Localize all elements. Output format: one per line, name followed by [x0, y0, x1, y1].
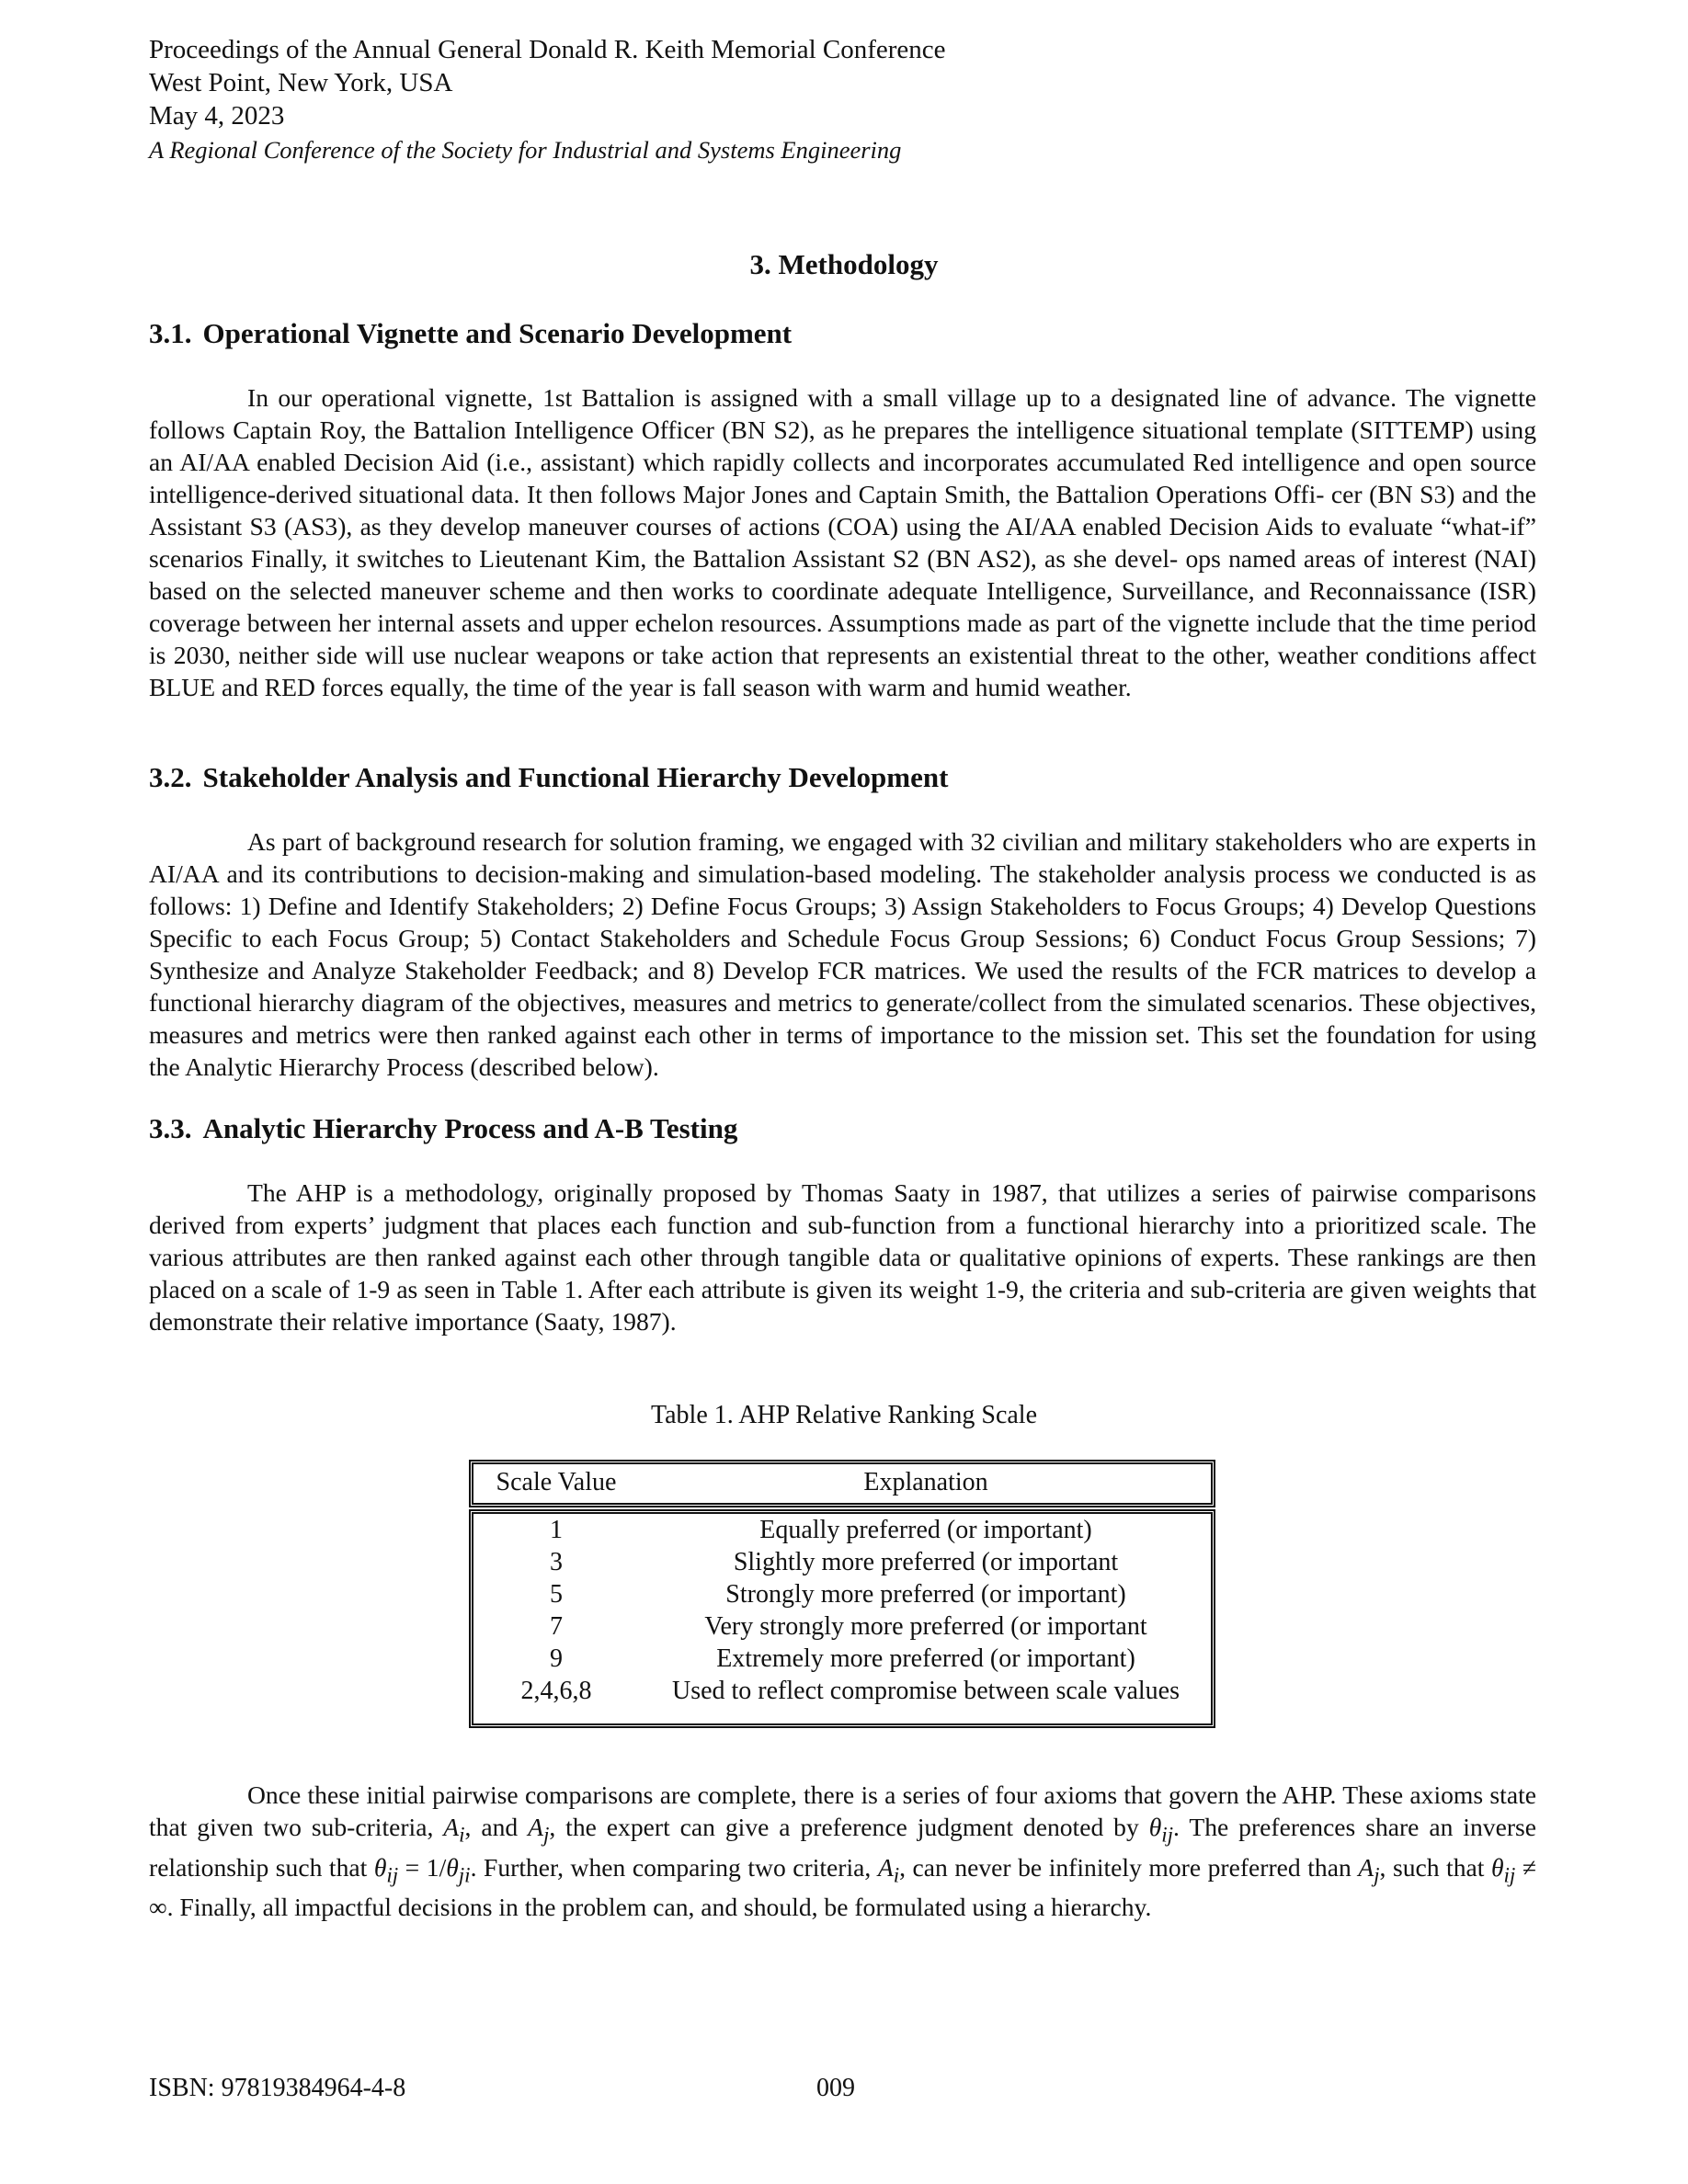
table-row	[473, 1514, 1211, 1546]
symbol-theta: θ	[1490, 1852, 1504, 1882]
axioms-text: , the expert can give a preference judgment denoted by	[549, 1813, 1149, 1841]
cell-scale-value: 3	[550, 1548, 563, 1576]
subsection-title: Stakeholder Analysis and Functional Hierarchy Development	[202, 761, 949, 793]
subsection-heading-3-2	[149, 759, 1537, 796]
symbol-a-j: A	[528, 1813, 543, 1841]
table-row	[473, 1675, 1211, 1707]
axioms-text: . The preferences share an inverse relationship such that	[149, 1813, 1536, 1882]
table-row	[473, 1643, 1211, 1675]
subscript-i: i	[459, 1823, 465, 1847]
cell-explanation: Slightly more preferred (or important	[733, 1548, 1119, 1576]
proceedings-header	[149, 33, 1528, 166]
cell-explanation: Very strongly more preferred (or important	[704, 1612, 1147, 1641]
subscript-ij: ij	[386, 1863, 399, 1887]
subscript-ij: ij	[1161, 1823, 1174, 1847]
axioms-text: , can never be infinitely more preferred than	[899, 1852, 1359, 1882]
symbol-a-i: A	[443, 1813, 460, 1841]
subsection-number: 3.1.	[149, 317, 192, 349]
subsection-title: Operational Vignette and Scenario Development	[202, 317, 793, 349]
axioms-text: , such that	[1379, 1852, 1491, 1882]
cell-explanation: Strongly more preferred (or important)	[725, 1580, 1126, 1609]
cell-explanation: Used to reflect compromise between scale values	[671, 1677, 1180, 1705]
symbol-theta: θ	[373, 1852, 387, 1882]
subscript-ji: ji	[458, 1863, 471, 1887]
axioms-text: , and	[464, 1813, 529, 1841]
footer-isbn: ISBN: 97819384964-4-8	[149, 2074, 406, 2102]
axioms-text: Once these initial pairwise comparisons are complete, there is a series of four axioms that govern the AHP. These axioms state that given two sub-criteria,	[149, 1780, 1536, 1841]
paragraph-ahp-axioms	[149, 1779, 1536, 1923]
symbol-a-j: A	[1358, 1852, 1374, 1882]
ahp-ranking-table	[469, 1460, 1215, 1728]
axioms-text: . Further, when comparing two criteria,	[470, 1852, 878, 1882]
footer-page-number: 009	[816, 2074, 855, 2102]
subsection-number: 3.3.	[149, 1112, 192, 1144]
header-society-line: A Regional Conference of the Society for Industrial and Systems Engineering	[149, 136, 902, 164]
symbol-a-i: A	[877, 1852, 894, 1882]
table-row	[473, 1610, 1211, 1643]
subscript-ij: ij	[1503, 1863, 1516, 1887]
column-header-scale-value: Scale Value	[496, 1468, 617, 1496]
table-caption: Table 1. AHP Relative Ranking Scale	[650, 1401, 1038, 1429]
cell-scale-value: 2,4,6,8	[520, 1677, 592, 1705]
equation-operator: = 1/	[398, 1852, 447, 1882]
cell-scale-value: 1	[550, 1516, 563, 1544]
cell-scale-value: 5	[550, 1580, 563, 1609]
axioms-text: ≠ ∞. Finally, all impactful decisions in the problem can, and should, be formulated using a hierarchy.	[149, 1852, 1536, 1922]
paragraph-vignette: In our operational vignette, 1st Battalion is assigned with a small village up to a designated line of advance. The vignette follows Captain Roy, the Battalion Intelligence Officer (BN S2), as he prepares the intelligence situational template (SITTEMP) using an AI/AA enabled Decision Aid (i.e., assistant) which rapidly collects and incorporates accumulated Red intelligence and open source intelligence-derived situational data. It then follows Major Jones and Captain Smith, the Battalion Operations Offi- cer (BN S3) and the Assistant S3 (AS3), as they develop maneuver courses of actions (COA) using the AI/AA enabled Decision Aids to evaluate “what-if” scenarios Finally, it switches to Lieutenant Kim, the Battalion Assistant S2 (BN AS2), as she devel- ops named areas of interest (NAI) based on the selected maneuver scheme and then works to coordinate adequate Intelligence, Surveillance, and Reconnaissance (ISR) coverage between her internal assets and upper echelon resources. Assumptions made as part of the vignette include that the time period is 2030, neither side will use nuclear weapons or take action that represents an existential threat to the other, weather conditions affect BLUE and RED forces equally, the time of the year is fall season with warm and humid weather.	[149, 383, 1536, 701]
subsection-title: Analytic Hierarchy Process and A-B Testing	[202, 1112, 738, 1144]
paragraph-stakeholder: As part of background research for solution framing, we engaged with 32 civilian and military stakeholders who are experts in AI/AA and its contributions to decision-making and simulation-based modeling. The stakeholder analysis process we conducted is as follows: 1) Define and Identify Stakeholders; 2) Define Focus Groups; 3) Assign Stakeholders to Focus Groups; 4) Develop Questions Specific to each Focus Group; 5) Contact Stakeholders and Schedule Focus Group Sessions; 6) Conduct Focus Group Sessions; 7) Synthesize and Analyze Stakeholder Feedback; and 8) Develop FCR matrices. We used the results of the FCR matrices to develop a functional hierarchy diagram of the objectives, measures and metrics to generate/collect from the simulated scenarios. These objectives, measures and metrics were then ranked against each other in terms of importance to the mission set. This set the foundation for using the Analytic Hierarchy Process (described below).	[149, 827, 1536, 1081]
table-row	[473, 1546, 1211, 1578]
subsection-heading-3-1	[149, 315, 1537, 352]
subscript-j: j	[1374, 1863, 1380, 1887]
cell-explanation: Equally preferred (or important)	[759, 1516, 1092, 1544]
table-row	[473, 1578, 1211, 1610]
column-header-explanation: Explanation	[863, 1468, 988, 1496]
section-title: 3. Methodology	[749, 248, 939, 280]
subscript-i: i	[893, 1863, 900, 1887]
subsection-heading-3-3	[149, 1110, 1537, 1147]
cell-explanation: Extremely more preferred (or important)	[716, 1644, 1135, 1673]
header-date: May 4, 2023	[149, 101, 285, 131]
cell-scale-value: 7	[550, 1612, 563, 1641]
subsection-number: 3.2.	[149, 761, 192, 793]
cell-scale-value: 9	[550, 1644, 563, 1673]
table-body	[469, 1509, 1215, 1728]
symbol-theta: θ	[1148, 1813, 1162, 1841]
header-conference-name: Proceedings of the Annual General Donald R. Keith Memorial Conference	[149, 35, 946, 64]
symbol-theta: θ	[446, 1852, 459, 1882]
paragraph-ahp: The AHP is a methodology, originally proposed by Thomas Saaty in 1987, that utilizes a series of pairwise comparisons derived from experts’ judgment that places each function and sub-function from a functional hierarchy into a prioritized scale. The various attributes are then ranked against each other through tangible data or qualitative opinions of experts. These rankings are then placed on a scale of 1-9 as seen in Table 1. After each attribute is given its weight 1-9, the criteria and sub-criteria are given weights that demonstrate their relative importance (Saaty, 1987).	[149, 1178, 1536, 1336]
table-header-row	[469, 1460, 1215, 1507]
header-location: West Point, New York, USA	[149, 68, 453, 97]
subscript-j: j	[542, 1823, 550, 1847]
